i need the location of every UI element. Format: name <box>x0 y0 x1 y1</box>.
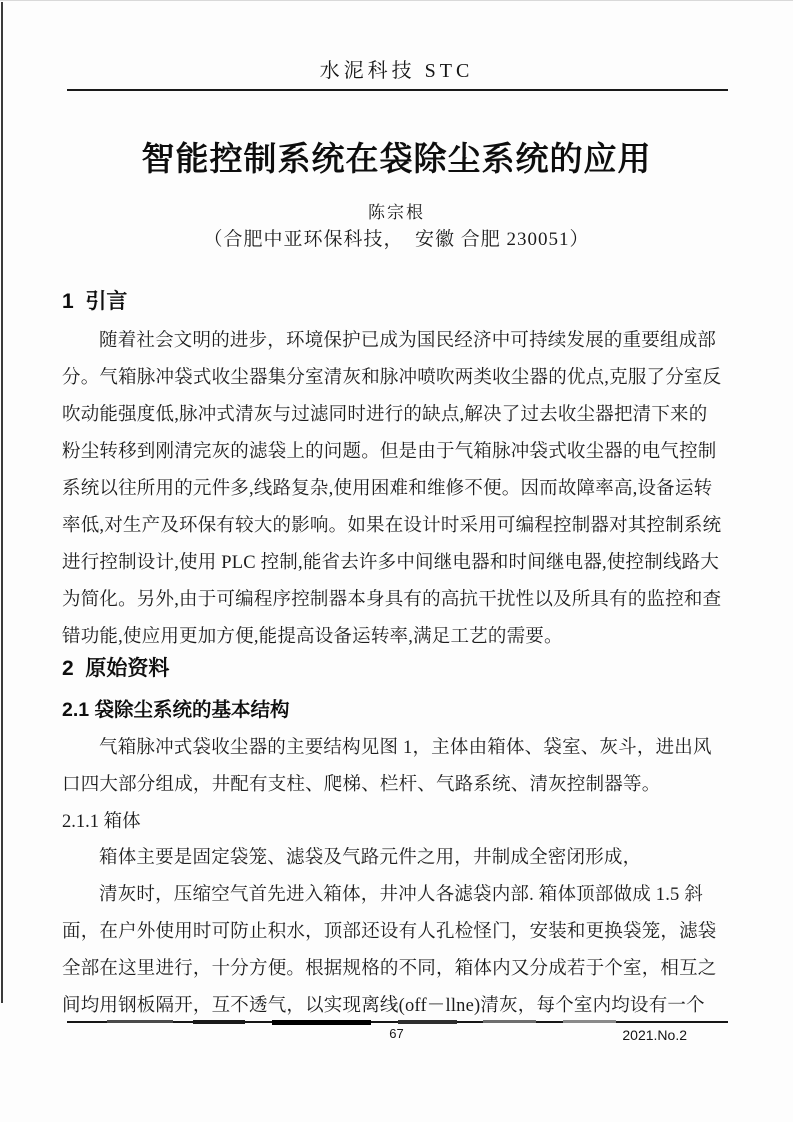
text-line: 随着社会文明的进步，环境保护已成为国民经济中可持续发展的重要组成部 <box>99 331 717 351</box>
section-1-heading: 1 引言 <box>62 290 128 313</box>
text-line: 全部在这里进行，十分方便。根据规格的不同，箱体内又分成若于个室，相互之 <box>62 959 717 979</box>
footer-rule-segment <box>483 1020 536 1023</box>
footer-page-number: 67 <box>389 1026 404 1041</box>
page-top-edge <box>0 0 793 1</box>
journal-header: 水泥科技 STC <box>319 60 474 82</box>
text-line: 分。气箱脉冲袋式收尘器集分室清灰和脉冲喷吹两类收尘器的优点,克服了分室反 <box>62 368 722 388</box>
footer-rule <box>67 1021 728 1023</box>
footer-rule-segment <box>563 1020 616 1023</box>
footer-rule-segment <box>272 1020 371 1025</box>
footer-rule-segment <box>193 1020 246 1024</box>
text-line: 清灰时，压缩空气首先进入箱体，井冲人各滤袋内部. 箱体顶部做成 1.5 斜 <box>99 885 704 905</box>
article-author: 陈宗根 <box>368 203 425 222</box>
text-line: 气箱脉冲式袋收尘器的主要结构见图 1，主体由箱体、袋室、灰斗，进出风 <box>99 738 712 758</box>
text-line: 箱体主要是固定袋笼、滤袋及气路元件之用，井制成全密闭形成， <box>99 848 642 868</box>
text-line: 为简化。另外,由于可编程序控制器本身具有的高抗干扰性以及所具有的监控和查 <box>62 590 722 610</box>
section-2-heading: 2 原始资料 <box>62 657 170 680</box>
text-line: 错功能,使应用更加方便,能提高设备运转率,满足工艺的需要。 <box>62 627 563 647</box>
text-line: 粉尘转移到刚清完灰的滤袋上的问题。但是由于气箱脉冲袋式收尘器的电气控制 <box>62 442 717 462</box>
article-title: 智能控制系统在袋除尘系统的应用 <box>141 140 652 177</box>
text-line: 间均用钢板隔开，互不透气，以实现离线(off－llne)清灰，每个室内均设有一个 <box>62 996 705 1016</box>
header-rule <box>67 89 728 91</box>
footer-rule-segment <box>398 1020 457 1024</box>
text-line: 系统以往所用的元件多,线路复杂,使用困难和维修不便。因而故障率高,设备运转 <box>62 479 713 499</box>
text-line: 面，在户外使用时可防止积水，顶部还设有人孔检怪门，安装和更换袋笼，滤袋 <box>62 922 717 942</box>
section-2-1-heading: 2.1 袋除尘系统的基本结构 <box>62 699 290 721</box>
section-2-1-1-paragraph-2 <box>62 877 734 1025</box>
section-2-1-1-heading: 2.1.1 箱体 <box>62 812 141 832</box>
footer-rule-segment <box>107 1020 173 1023</box>
section-2-1-paragraph <box>62 730 734 804</box>
section-2-1-1-paragraph-1 <box>62 840 734 877</box>
text-line: 进行控制设计,使用 PLC 控制,能省去许多中间继电器和时间继电器,使控制线路大 <box>62 553 720 573</box>
text-line: 吹动能强度低,脉冲式清灰与过滤同时进行的缺点,解决了过去收尘器把清下来的 <box>62 405 708 425</box>
text-line: 率低,对生产及环保有较大的影响。如果在设计时采用可编程控制器对其控制系统 <box>62 516 722 536</box>
text-line: 口四大部分组成，井配有支柱、爬梯、栏杆、气路系统、清灰控制器等。 <box>62 775 661 795</box>
article-affiliation: （合肥中亚环保科技， 安徽 合肥 230051） <box>203 229 590 250</box>
footer-issue-label: 2021.No.2 <box>622 1027 687 1043</box>
section-1-paragraph <box>62 323 734 656</box>
